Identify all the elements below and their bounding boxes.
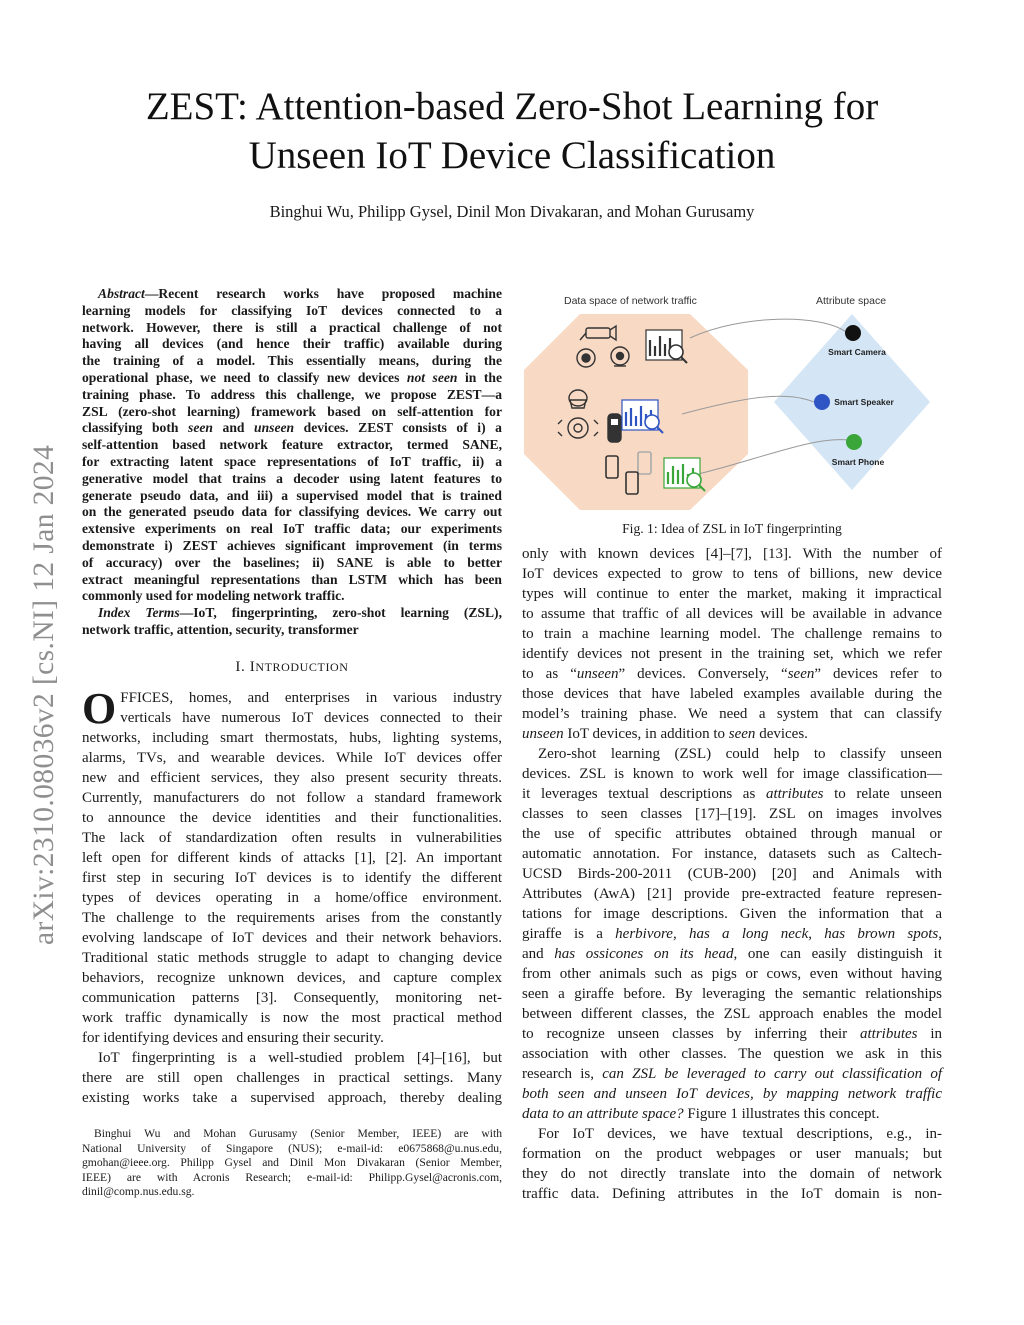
body-line: and has ossicones on its head, one can easily distinguish it — [522, 946, 942, 962]
intro-line: Traditional static methods struggle to adapt to changing device — [82, 950, 502, 966]
abstract-line: on the generated pseudo data for classifying devices. We carry out — [82, 504, 502, 520]
body-line: it leverages textual descriptions as attributes to relate unseen — [522, 786, 942, 802]
body-line: classes to seen classes [17]–[19]. ZSL on images involves — [522, 806, 942, 822]
data-space-label: Data space of network traffic — [564, 295, 697, 307]
body-line: unseen IoT devices, in addition to seen devices. — [522, 726, 808, 742]
body-line: to train a machine learning model. The challenge remains to — [522, 626, 942, 642]
abstract-line: extensive experiments on real IoT traffic data; our experiments — [82, 521, 502, 537]
intro-line: first step in securing IoT devices is to identify the different — [82, 870, 502, 886]
body-line: to assume that traffic of all devices will be available in advance — [522, 606, 942, 622]
index-terms-line: Index Terms—IoT, fingerprinting, zero-shot learning (ZSL), — [98, 605, 502, 620]
body-line: both seen and unseen IoT devices, by mapping network traffic — [522, 1086, 942, 1102]
drop-cap: O — [82, 684, 117, 733]
abstract-line: having all devices (and hence their traffic) available during — [82, 336, 502, 352]
intro-line: verticals have numerous IoT devices connected to their — [120, 710, 502, 726]
paper-title — [90, 82, 934, 180]
body-line: devices. ZSL is known to work well for image classification— — [522, 766, 942, 782]
body-line: data to an attribute space? Figure 1 illustrates this concept. — [522, 1106, 880, 1122]
figure-1 — [522, 286, 940, 514]
body-line: Zero-shot learning (ZSL) could help to classify unseen — [538, 746, 942, 762]
body-line: research is, can ZSL be leveraged to carry out classification of — [522, 1066, 942, 1082]
abstract-line: ZSL (zero-shot learning) framework based on self-attention for — [82, 403, 502, 419]
footnote-line: IEEE) are with Acronis Research; e-mail-id: Philipp.Gysel@acronis.com, — [82, 1170, 502, 1184]
body-line: to as “unseen” devices. Conversely, “seen” devices refer to — [522, 666, 943, 682]
body-line: traffic data. Defining attributes in the IoT domain is non- — [522, 1186, 942, 1202]
abstract-line: of accuracy) over the baselines; ii) SANE is able to better — [82, 554, 502, 570]
body-line: from other animals such as pigs or cows, even without having — [522, 966, 942, 982]
body-line: identify devices not present in the training set, which we refer — [522, 646, 942, 662]
intro-line: communication patterns [3]. Consequently, monitoring net- — [82, 990, 502, 1006]
intro-line: IoT fingerprinting is a well-studied problem [4]–[16], but — [98, 1050, 502, 1066]
body-line: association with other classes. The question we ask in this — [522, 1046, 942, 1062]
author-footnote — [82, 1127, 502, 1200]
intro-line: evolving landscape of IoT devices and their network behaviors. — [82, 930, 502, 946]
abstract-line: the training of a model. This essentially means, during the — [82, 353, 502, 369]
intro-line: The challenge to the requirements arises from the constantly — [82, 910, 502, 926]
footnote-line: Binghui Wu and Mohan Gurusamy (Senior Member, IEEE) are with — [94, 1127, 502, 1140]
abstract-line: self-attention based network feature extractor, termed SANE, — [82, 437, 502, 453]
abstract-line: classifying both seen and unseen devices. ZEST consists of i) a — [82, 420, 502, 436]
abstract-line: generate pseudo data, and iii) a supervised model that is trained — [82, 487, 502, 503]
abstract-line: extract meaningful representations than LSTM which has been — [82, 571, 502, 587]
smart-phone-point — [846, 434, 862, 450]
intro-line: types of devices operating in a home/office environment. — [82, 890, 502, 906]
figure-caption: Fig. 1: Idea of ZSL in IoT fingerprinting — [622, 521, 842, 536]
abstract-line: demonstrate i) ZEST achieves significant improvement (in terms — [82, 537, 502, 553]
intro-line: The lack of standardization often results in vulnerabilities — [82, 830, 502, 846]
intro-line: for identifying devices and ensuring their security. — [82, 1030, 384, 1046]
abstract — [82, 286, 502, 605]
body-line: formation on the product webpages or user manuals; but — [522, 1146, 942, 1162]
intro-line: there are still open challenges in practical settings. Many — [82, 1070, 502, 1086]
body-line: those devices that have labeled examples available during the — [522, 686, 942, 702]
attribute-space-label: Attribute space — [816, 295, 887, 307]
mapping-curve-camera — [690, 319, 846, 338]
abstract-line: learning models for classifying IoT devices connected to a — [82, 302, 502, 318]
body-line: seen a giraffe before. By leveraging the semantic relationships — [522, 986, 942, 1002]
smart-phone-label: Smart Phone — [831, 457, 885, 467]
smart-speaker-label: Smart Speaker — [834, 397, 894, 407]
intro-line: behaviors, recognize unknown devices, and capture complex — [82, 970, 502, 986]
intro-line: networks, including smart thermostats, hubs, lighting systems, — [82, 730, 502, 746]
intro-line: left open for different kinds of attacks [1], [2]. An important — [82, 850, 502, 866]
abstract-line: commonly used for modeling network traffic. — [82, 588, 345, 604]
title-line-2: Unseen IoT Device Classification — [248, 134, 776, 177]
body-line: tations for image descriptions. Given the information that a — [522, 906, 942, 922]
body-line: Attributes (AwA) [21] provide pre-extracted feature represen- — [522, 886, 942, 902]
intro-line: to announce the device identities and their functionalities. — [82, 810, 502, 826]
traffic-plot-speaker — [622, 400, 663, 433]
index-terms-label: Index Terms — [98, 605, 180, 620]
body-line: between different classes, the ZSL approach enables the model — [522, 1006, 942, 1022]
intro-line: work traffic dynamically is now the most practical method — [82, 1010, 502, 1026]
drop-cap-block — [82, 684, 502, 733]
abstract-label: Abstract — [98, 286, 145, 301]
author-list: Binghui Wu, Philipp Gysel, Dinil Mon Divakaran, and Mohan Gurusamy — [269, 202, 755, 221]
traffic-plot-phone — [664, 458, 705, 491]
body-line: only with known devices [4]–[7], [13]. With the number of — [522, 546, 942, 562]
smart-speaker-point — [814, 394, 830, 410]
abstract-line: training phase. To address this challenge, we propose ZEST—a — [82, 386, 502, 402]
intro-line: alarms, TVs, and wearable devices. While IoT devices offer — [82, 750, 502, 766]
body-line: to recognize unseen classes by inferring their attributes in — [522, 1026, 943, 1042]
abstract-line: for extracting latent space representations of IoT traffic, ii) a — [82, 453, 502, 469]
footnote-line: dinil@comp.nus.edu.sg. — [82, 1185, 195, 1199]
body-line: types will continue to enter the market, making it impractical — [522, 586, 942, 602]
body-line: giraffe is a herbivore, has a long neck, has brown spots, — [522, 926, 942, 942]
index-terms — [82, 605, 502, 639]
body-line: For IoT devices, we have textual descriptions, e.g., in- — [538, 1126, 942, 1142]
intro-line: new and efficient services, they also present security threats. — [82, 770, 502, 786]
arxiv-identifier: arXiv:2310.08036v2 [cs.NI] 12 Jan 2024 — [28, 444, 60, 945]
abstract-line: network. However, there is still a practical challenge of not — [82, 319, 502, 335]
abstract-line: operational phase, we need to classify new devices not seen in the — [82, 369, 502, 385]
body-line: the use of specific attributes obtained through manual or — [522, 826, 942, 842]
abstract-line: Abstract—Recent research works have proposed machine — [98, 286, 502, 301]
intro-line: existing works take a supervised approach, thereby dealing — [82, 1090, 502, 1106]
smart-camera-label: Smart Camera — [828, 347, 886, 357]
footnote-line: National University of Singapore (NUS); e-mail-id: e0675868@u.nus.edu, — [82, 1141, 502, 1155]
section-heading: I. INTRODUCTION — [235, 659, 349, 675]
body-line: they do not directly translate into the domain of network — [522, 1166, 942, 1182]
footnote-line: gmohan@ieee.org. Philipp Gysel and Dinil Mon Divakaran (Senior Member, — [82, 1156, 502, 1170]
introduction-body — [82, 684, 502, 1108]
body-line: UCSD Birds-200-2011 (CUB-200) [20] and Animals with — [522, 866, 942, 882]
abstract-line: generative model that trains a decoder using latent features to — [82, 470, 502, 486]
intro-line: Currently, manufacturers do not follow a standard framework — [82, 790, 502, 806]
index-terms-line: network traffic, attention, security, transformer — [82, 621, 359, 637]
traffic-plot-camera — [646, 330, 687, 363]
title-line-1: ZEST: Attention-based Zero-Shot Learning for — [145, 85, 879, 128]
body-line: IoT devices expected to grow to tens of billions, new device — [522, 566, 942, 582]
intro-line: FFICES, homes, and enterprises in various industry — [120, 690, 502, 706]
body-line: model’s training phase. We need a system that can classify — [522, 706, 942, 722]
zsl-diagram — [522, 286, 940, 514]
smart-camera-point — [845, 325, 861, 341]
body-line: automatic annotation. For instance, datasets such as Caltech- — [522, 846, 942, 862]
right-column-body — [522, 544, 942, 1204]
